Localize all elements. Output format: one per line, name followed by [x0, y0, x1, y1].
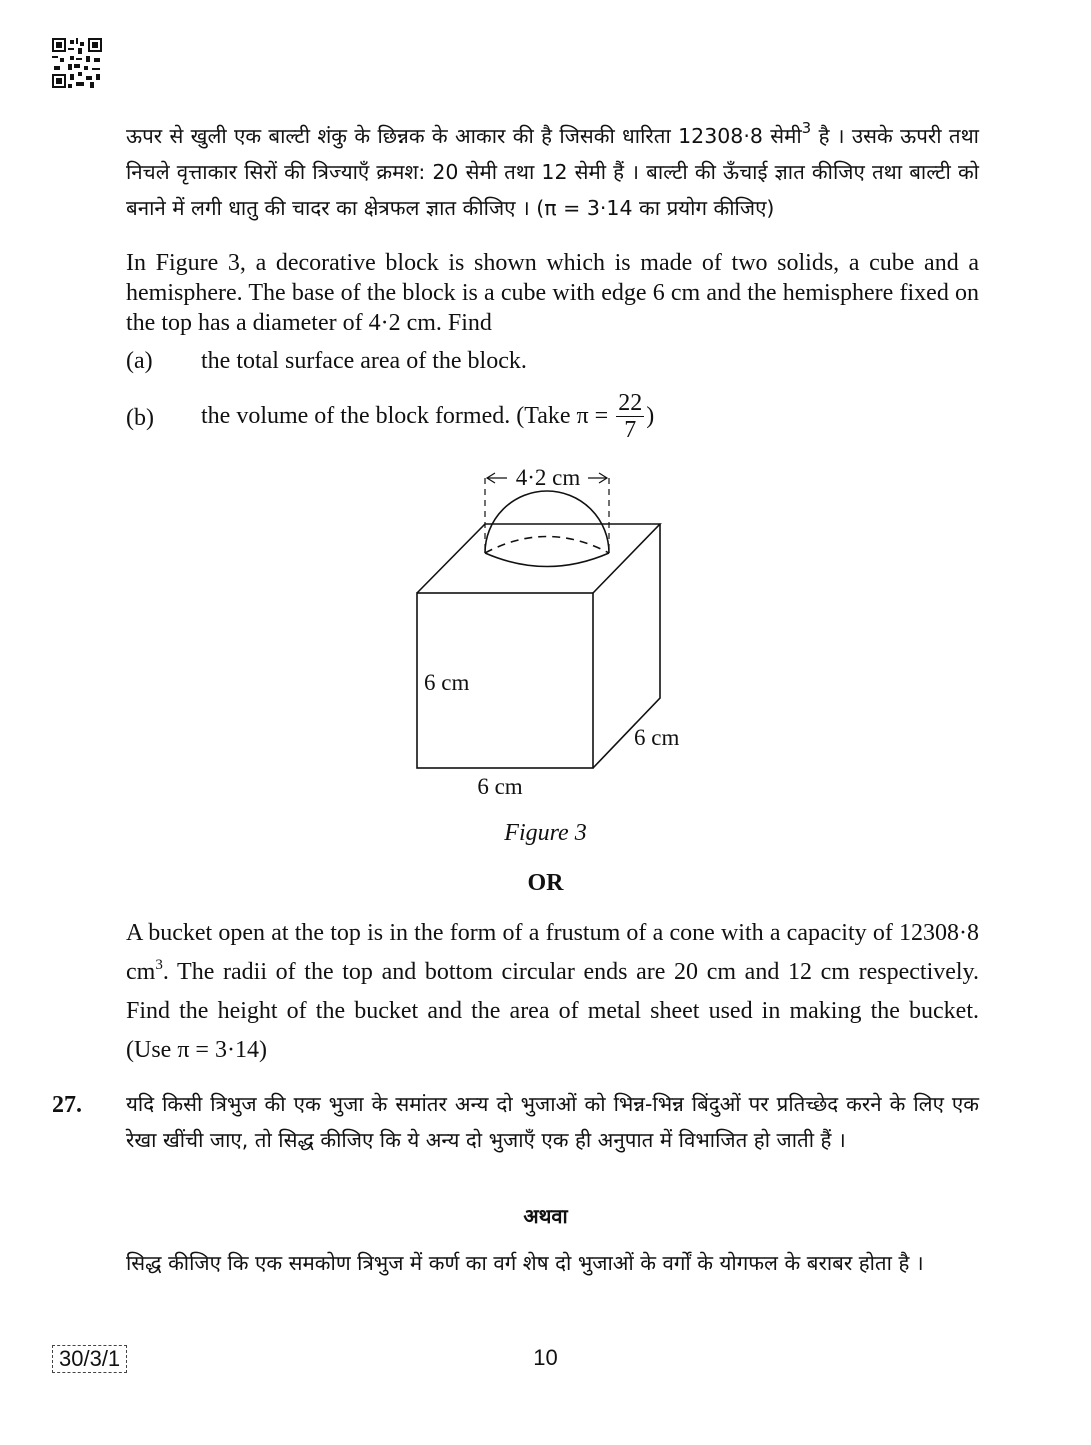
cube-top-face	[417, 524, 660, 593]
paper-code: 30/3/1	[52, 1345, 127, 1373]
fraction-denominator: 7	[624, 417, 637, 443]
diameter-label: 4·2 cm	[515, 465, 581, 490]
question-26-english: In Figure 3, a decorative block is shown which is made of two solids, a cube and a hemisphere. The base of the block is a cube with edge 6 cm and the hemisphere fixed on the top has a diameter of 4·2 cm. Find	[126, 250, 979, 336]
width-label: 6 cm	[477, 774, 523, 799]
athva-heading: अथवा	[523, 1204, 568, 1228]
sub-question-a	[0, 348, 1091, 380]
height-label: 6 cm	[424, 670, 470, 695]
sub-question-a-label: (a)	[126, 348, 153, 374]
or-heading: OR	[527, 870, 564, 896]
question-27-hindi: यदि किसी त्रिभुज की एक भुजा के समांतर अन्य दो भुजाओं को भिन्न-भिन्न बिंदुओं पर प्रतिच्छेद करने के लिए एक रेखा खींची जाए, तो सिद्ध कीजिए कि ये अन्य दो भुजाएँ एक ही अनुपात में विभाजित हो जाती हैं ।	[126, 1092, 979, 1152]
qr-code-icon	[52, 38, 102, 88]
hemisphere-dome	[485, 491, 609, 553]
hemisphere-base-back	[485, 537, 609, 554]
or-english-part2: . The radii of the top and bottom circular ends are 20 cm and 12 cm respectively. Find the height of the bucket and the area of metal sheet used in making the bucket. (Use π = 3·14)	[126, 959, 979, 1063]
or-english-superscript: 3	[155, 957, 163, 973]
q26-hindi-rest: है । उसके ऊपरी तथा निचले वृत्ताकार सिरों की त्रिज्याएँ क्रमश: 20 सेमी तथा 12 सेमी हैं । बाल्टी की ऊँचाई ज्ञात कीजिए तथा बाल्टी को बनाने में लगी धातु की चादर का क्षेत्रफल ज्ञात कीजिए । (π = 3·14 का प्रयोग कीजिए)	[126, 124, 979, 220]
or-english-part1: A bucket open at the top is in the form of a frustum of a cone with a capacity of 12308·8 cm	[126, 920, 979, 985]
page-number: 10	[533, 1345, 558, 1370]
sub-question-b	[0, 390, 1091, 450]
closing-paren: )	[646, 403, 655, 429]
figure-caption: Figure 3	[504, 820, 587, 846]
question-26-hindi	[126, 118, 979, 226]
depth-label: 6 cm	[634, 725, 680, 750]
figure-3-diagram	[380, 455, 720, 805]
sub-question-b-body	[201, 390, 654, 443]
sub-question-b-text: the volume of the block formed. (Take π =	[201, 403, 609, 429]
sub-question-a-text: the total surface area of the block.	[201, 348, 527, 374]
fraction-numerator: 22	[618, 390, 643, 416]
pi-fraction	[616, 390, 644, 443]
question-27-number: 27.	[52, 1092, 82, 1118]
hemisphere-base-front	[485, 553, 609, 567]
question-26-or-english	[126, 914, 979, 1070]
q26-hindi-line1: ऊपर से खुली एक बाल्टी शंकु के छिन्नक के आकार की है जिसकी धारिता 12308·8 सेमी	[126, 124, 802, 148]
question-27-alternative-hindi: सिद्ध कीजिए कि एक समकोण त्रिभुज में कर्ण का वर्ग शेष दो भुजाओं के वर्गों के योगफल के बराबर होता है ।	[126, 1251, 924, 1275]
sub-question-b-label: (b)	[126, 405, 154, 431]
q26-hindi-superscript: 3	[801, 119, 812, 137]
